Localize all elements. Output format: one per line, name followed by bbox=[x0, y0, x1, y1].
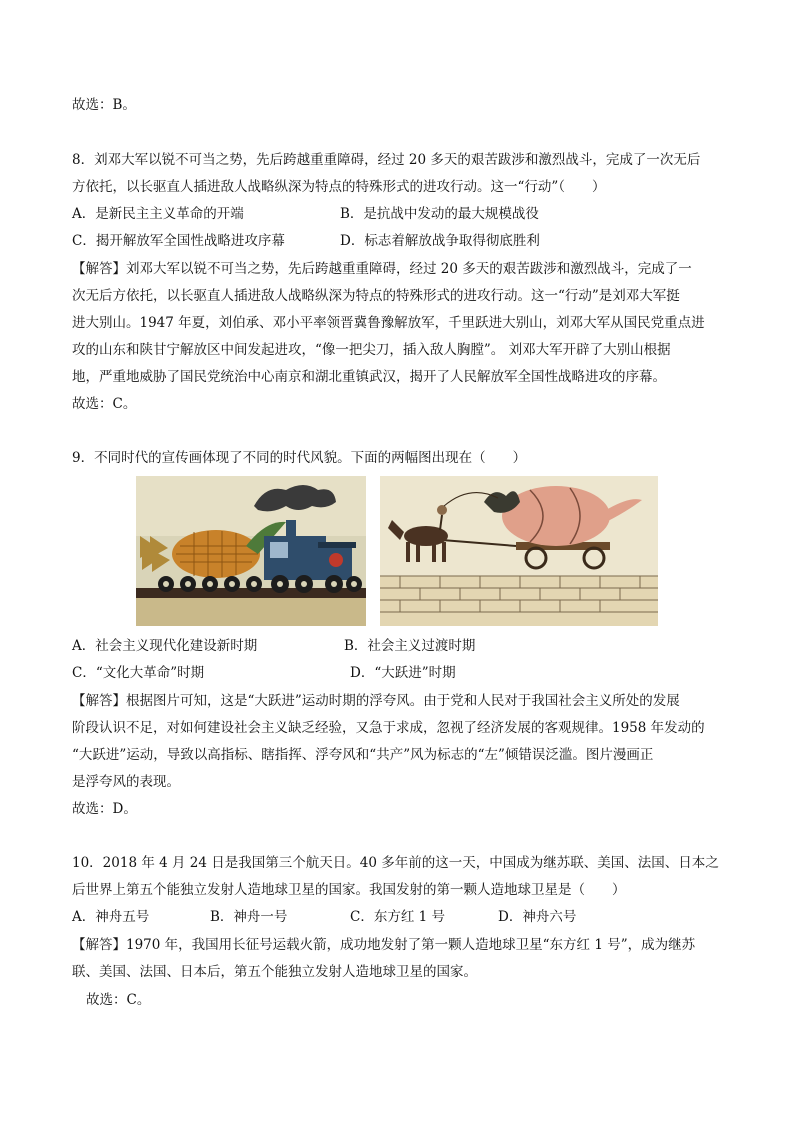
q10-option-b: B．神舟一号 bbox=[210, 909, 288, 925]
q9-analysis-line-1: 【解答】根据图片可知，这是“大跃进”运动时期的浮夸风。由于党和人民对于我国社会主义所处的发展 bbox=[72, 693, 680, 709]
q9-analysis-line-4: 是浮夸风的表现。 bbox=[72, 774, 180, 790]
q9-analysis-line-2: 阶段认识不足，对如何建设社会主义缺乏经验，又急于求成，忽视了经济发展的客观规律。1958 年发动的 bbox=[72, 720, 705, 736]
q9-stem: 9．不同时代的宣传画体现了不同的时代风貌。下面的两幅图出现在（ ） bbox=[72, 450, 527, 466]
q9-option-b: B．社会主义过渡时期 bbox=[344, 638, 476, 654]
q7-answer: 故选：B。 bbox=[72, 97, 136, 113]
q8-option-b: B．是抗战中发动的最大规模战役 bbox=[340, 206, 539, 222]
q10-option-a: A．神舟五号 bbox=[72, 909, 150, 925]
q9-option-c: C．“文化大革命”时期 bbox=[72, 665, 205, 681]
poster-cart-illustration bbox=[380, 476, 658, 626]
q8-option-c: C．揭开解放军全国性战略进攻序幕 bbox=[72, 233, 285, 249]
q8-analysis-line-3: 进大别山。1947 年夏，刘伯承、邓小平率领晋冀鲁豫解放军，千里跃进大别山，刘邓大军从国民党重点进 bbox=[72, 315, 705, 331]
q8-stem-line-2: 方依托，以长驱直人插进敌人战略纵深为特点的特殊形式的进攻行动。这一“行动”（ ） bbox=[72, 179, 606, 195]
q10-analysis-line-1: 【解答】1970 年，我国用长征号运载火箭，成功地发射了第一颗人造地球卫星“东方红 1 号”，成为继苏 bbox=[72, 937, 696, 953]
q8-analysis-line-4: 攻的山东和陕甘宁解放区中间发起进攻，“像一把尖刀，插入敌人胸膛”。 刘邓大军开辟了大别山根据 bbox=[72, 342, 671, 358]
poster-train-illustration bbox=[136, 476, 366, 626]
q8-analysis-line-2: 次无后方依托，以长驱直人插进敌人战略纵深为特点的特殊形式的进攻行动。这一“行动”是刘邓大军挺 bbox=[72, 288, 680, 304]
q8-answer: 故选：C。 bbox=[72, 396, 137, 412]
q8-option-d: D．标志着解放战争取得彻底胜利 bbox=[340, 233, 540, 249]
q9-analysis-line-3: “大跃进”运动，导致以高指标、瞎指挥、浮夸风和“共产”风为标志的“左”倾错误泛滥。图片漫画正 bbox=[72, 747, 654, 763]
q10-stem-line-1: 10．2018 年 4 月 24 日是我国第三个航天日。40 多年前的这一天，中国成为继苏联、美国、法国、日本之 bbox=[72, 855, 719, 871]
q10-answer: 故选：C。 bbox=[86, 992, 151, 1008]
q10-stem-line-2: 后世界上第五个能独立发射人造地球卫星的国家。我国发射的第一颗人造地球卫星是（ ） bbox=[72, 882, 626, 898]
q10-analysis-line-2: 联、美国、法国、日本后，第五个能独立发射人造地球卫星的国家。 bbox=[72, 964, 477, 980]
q9-option-d: D．“大跃进”时期 bbox=[350, 665, 456, 681]
q10-option-d: D．神舟六号 bbox=[498, 909, 577, 925]
q8-analysis-line-5: 地，严重地威胁了国民党统治中心南京和湖北重镇武汉，揭开了人民解放军全国性战略进攻的序幕。 bbox=[72, 369, 666, 385]
q8-analysis-line-1: 【解答】刘邓大军以锐不可当之势，先后跨越重重障碍，经过 20 多天的艰苦跋涉和激烈战斗，完成了一 bbox=[72, 261, 692, 277]
q8-option-a: A．是新民主主义革命的开端 bbox=[72, 206, 244, 222]
q9-option-a: A．社会主义现代化建设新时期 bbox=[72, 638, 258, 654]
q10-option-c: C．东方红 1 号 bbox=[350, 909, 446, 925]
q9-answer: 故选：D。 bbox=[72, 801, 137, 817]
q8-stem-line-1: 8．刘邓大军以锐不可当之势，先后跨越重重障碍，经过 20 多天的艰苦跋涉和激烈战斗，完成了一次无后 bbox=[72, 152, 701, 168]
